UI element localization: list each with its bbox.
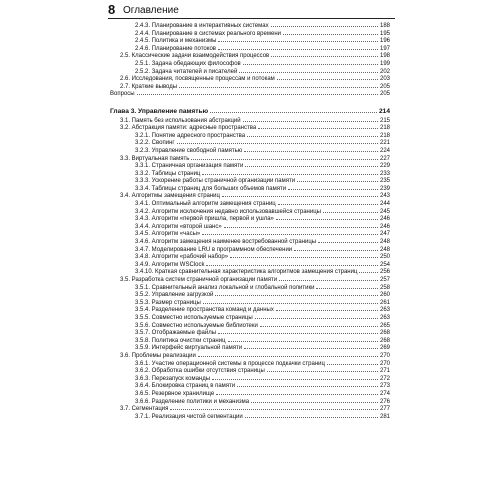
toc-entry-title: 2.7. Краткие выводы [120, 83, 178, 90]
toc-entry-page: 218 [379, 125, 390, 132]
toc-entry-title: 3.4.4. Алгоритм «второй шанс» [135, 223, 222, 230]
toc-entry-title: 3.2.1. Понятие адресного пространства [135, 132, 246, 139]
toc-entry [110, 254, 390, 262]
toc-entry [110, 53, 390, 61]
toc-entry-page: 281 [379, 413, 390, 420]
dot-leader [255, 318, 378, 319]
dot-leader [251, 402, 378, 403]
toc-entry-page: 198 [379, 53, 390, 60]
toc-entry-page: 276 [379, 398, 390, 405]
toc-entry-page: 239 [379, 185, 390, 192]
toc-entry-page: 265 [379, 322, 390, 329]
dot-leader [244, 348, 378, 349]
toc-entry [110, 376, 390, 384]
toc-entry [110, 414, 390, 422]
toc-entry-page: 205 [379, 91, 390, 98]
toc-entry [110, 307, 390, 315]
toc-entry-title: 3.3.1. Страничная организация памяти [135, 163, 244, 170]
dot-leader [271, 26, 378, 27]
toc-entry-page: 248 [379, 239, 390, 246]
toc-entry-page: 196 [379, 38, 390, 45]
toc-entry-title: 3.1. Память без использования абстракций [120, 117, 241, 124]
dot-leader [191, 159, 378, 160]
dot-leader [294, 250, 378, 251]
toc-entry [110, 262, 390, 270]
toc-entry-page: 246 [379, 223, 390, 230]
dot-leader [218, 41, 378, 42]
toc-entry-title: 3.3. Виртуальная память [120, 155, 190, 162]
toc-entry-page: 195 [379, 30, 390, 37]
dot-leader [179, 87, 378, 88]
toc-entry-page: 247 [379, 231, 390, 238]
toc-entry-title: 3.5.9. Интерфейс виртуальной памяти [135, 345, 243, 352]
toc-entry-title: 3.4.5. Алгоритм «часы» [135, 231, 201, 238]
toc-entry [110, 69, 390, 77]
dot-leader [212, 379, 378, 380]
toc-entry-title: 3.3.4. Таблицы страниц для больших объемов памяти [135, 185, 287, 192]
dot-leader [288, 189, 378, 190]
dot-leader [277, 79, 378, 80]
dot-leader [222, 196, 378, 197]
toc-entry-title: Глава 3. Управление памятью [110, 107, 209, 115]
page-header [108, 3, 395, 17]
toc-entry-page: 197 [379, 45, 390, 52]
toc-entry-page: 268 [379, 330, 390, 337]
toc-entry-page: 248 [379, 246, 390, 253]
toc-entry-title: 3.7.1. Реализация чистой сегментации [135, 413, 243, 420]
toc-entry [110, 133, 390, 141]
dot-leader [198, 356, 378, 357]
toc-entry [110, 148, 390, 156]
toc-entry-title: 3.3.3. Ускорение работы страничной организации памяти [135, 178, 296, 185]
toc-entry-page: 270 [379, 360, 390, 367]
toc-entry-title: 3.5.5. Совместно используемые страницы [135, 314, 253, 321]
toc-entry-page: 233 [379, 170, 390, 177]
toc-entry-title: 3.6.3. Перезапуск команды [135, 375, 211, 382]
toc-entry [110, 76, 390, 84]
toc-entry-page: 260 [379, 292, 390, 299]
toc-entry-page: 270 [379, 352, 390, 359]
toc-entry-page: 243 [379, 193, 390, 200]
dot-leader [318, 242, 378, 243]
dot-leader [228, 341, 378, 342]
toc-entry-title: 3.5.6. Совместно используемые библиотеки [135, 322, 258, 329]
toc-entry-page: 268 [379, 337, 390, 344]
toc-entry-title: 3.6.1. Участие операционной системы в процессе подкачки страниц [135, 360, 325, 367]
dot-leader [243, 64, 378, 65]
toc-entry [110, 292, 390, 300]
dot-leader [215, 295, 378, 296]
dot-leader [206, 265, 378, 266]
toc-entry [110, 38, 390, 46]
toc-entry [110, 315, 390, 323]
dot-leader [327, 364, 378, 365]
toc-entry-page: 254 [379, 261, 390, 268]
toc-entry-title: 3.4.3. Алгоритм «первой пришла, первой и ушла» [135, 216, 274, 223]
toc-entry-page: 235 [379, 178, 390, 185]
dot-leader [245, 166, 378, 167]
table-of-contents [110, 23, 390, 421]
toc-entry [110, 186, 390, 194]
dot-leader [230, 257, 378, 258]
dot-leader [297, 181, 378, 182]
toc-entry [110, 399, 390, 407]
toc-entry [110, 125, 390, 133]
dot-leader [243, 121, 378, 122]
dot-leader [216, 394, 378, 395]
toc-entry-title: 2.4.3. Планирование в интерактивных системах [135, 23, 269, 29]
toc-entry-page: 202 [379, 68, 390, 75]
toc-entry-title: 2.4.4. Планирование в системах реального времени [135, 30, 281, 37]
toc-entry-page: 188 [379, 23, 390, 29]
toc-entry-title: 3.2. Абстракция памяти: адресные пространства [120, 125, 257, 132]
toc-entry-title: 3.3.2. Таблицы страниц [135, 170, 201, 177]
toc-entry [110, 31, 390, 39]
page-number: 8 [108, 2, 116, 17]
header-title: Оглавление [123, 5, 179, 16]
toc-entry [110, 224, 390, 232]
dot-leader [323, 212, 378, 213]
toc-entry-title: 3.5.4. Разделение пространства команд и данных [135, 307, 274, 314]
dot-leader [177, 143, 378, 144]
toc-entry-title: 3.5. Разработка систем страничной организации памяти [120, 277, 278, 283]
toc-entry-title: 3.5.2. Управление загрузкой [135, 292, 214, 299]
toc-entry-title: 3.5.1. Сравнительный анализ локальной и глобальной политики [135, 284, 315, 291]
toc-entry-title: 3.4.8. Алгоритм «рабочий набор» [135, 254, 229, 261]
toc-entry-title: 2.4.6. Планирование потоков [135, 45, 216, 52]
toc-entry-page: 245 [379, 208, 390, 215]
toc-entry-title: 3.4.1. Оптимальный алгоритм замещения страниц [135, 201, 276, 208]
toc-entry-page: 205 [379, 83, 390, 90]
dot-leader [258, 128, 378, 129]
dot-leader [224, 227, 378, 228]
toc-entry-page: 215 [379, 117, 390, 124]
toc-entry [110, 84, 390, 92]
toc-entry-title: 3.4.7. Моделирование LRU в программном обеспечении [135, 246, 293, 253]
toc-entry [110, 140, 390, 148]
toc-entry [110, 300, 390, 308]
dot-leader [237, 386, 378, 387]
toc-entry-page: 269 [379, 345, 390, 352]
dot-leader [245, 417, 378, 418]
toc-entry [110, 406, 390, 414]
toc-entry [110, 353, 390, 361]
chapter-entry [110, 108, 390, 116]
toc-entry-title: 3.5.7. Отображаемые файлы [135, 330, 217, 337]
toc-entry-page: 277 [379, 406, 390, 413]
dot-leader [267, 371, 378, 372]
dot-leader [279, 280, 378, 281]
toc-entry-title: 2.4.5. Политика и механизмы [135, 38, 217, 45]
toc-entry-title: 3.7. Сегментация [120, 406, 169, 413]
toc-entry-title: 2.5.1. Задача обедающих философов [135, 60, 241, 67]
toc-entry-page: 221 [379, 140, 390, 147]
toc-entry-title: 3.4. Алгоритмы замещения страниц [120, 193, 220, 200]
dot-leader [247, 136, 378, 137]
toc-entry [110, 23, 390, 31]
toc-entry-page: 246 [379, 216, 390, 223]
dot-leader [218, 333, 378, 334]
toc-entry-title: 3.6.2. Обработка ошибки отсутствия страницы [135, 368, 265, 375]
toc-entry-title: 2.5. Классические задачи взаимодействия процессов [120, 53, 270, 60]
toc-entry-page: 214 [378, 107, 390, 115]
dot-leader [244, 151, 378, 152]
toc-entry-page: 203 [379, 76, 390, 83]
toc-entry [110, 330, 390, 338]
dot-leader [218, 49, 378, 50]
toc-entry [110, 201, 390, 209]
toc-entry [110, 156, 390, 164]
toc-entry-title: 3.5.3. Размер страницы [135, 299, 201, 306]
toc-entry [110, 368, 390, 376]
dot-leader [210, 112, 377, 113]
toc-entry [110, 61, 390, 69]
toc-entry-page: 229 [379, 163, 390, 170]
toc-entry-title: 3.4.6. Алгоритм замещения наименее востребованной страницы [135, 239, 317, 246]
toc-entry-title: Вопросы [110, 91, 135, 98]
toc-entry [110, 178, 390, 186]
toc-entry-page: 272 [379, 375, 390, 382]
toc-entry-title: 3.6. Проблемы реализации [120, 352, 196, 359]
toc-entry-title: 2.5.2. Задача читателей и писателей [135, 68, 238, 75]
toc-entry-page: 244 [379, 201, 390, 208]
toc-entry-title: 3.4.9. Алгоритм WSClock [135, 261, 205, 268]
toc-entry [110, 163, 390, 171]
toc-entry-page: 250 [379, 254, 390, 261]
toc-entry [110, 193, 390, 201]
toc-entry-title: 3.2.2. Свопинг [135, 140, 175, 147]
dot-leader [137, 94, 378, 95]
toc-entry-title: 3.5.8. Политика очистки страниц [135, 337, 226, 344]
toc-entry [110, 345, 390, 353]
toc-entry-page: 227 [379, 155, 390, 162]
toc-entry-page: 263 [379, 314, 390, 321]
dot-leader [278, 204, 378, 205]
dot-leader [316, 288, 378, 289]
toc-entry-page: 257 [379, 277, 390, 283]
toc-entry-title: 3.4.10. Краткая сравнительная характеристика алгоритмов замещения страниц [135, 269, 358, 276]
dot-leader [276, 219, 378, 220]
toc-entry-page: 274 [379, 390, 390, 397]
dot-leader [202, 174, 378, 175]
toc-entry-page: 261 [379, 299, 390, 306]
toc-entry-title: 3.6.6. Разделение политики и механизма [135, 398, 250, 405]
header-rule [108, 18, 395, 19]
toc-entry-title: 3.6.5. Резервное хранилище [135, 390, 215, 397]
toc-entry [110, 239, 390, 247]
dot-leader [170, 409, 378, 410]
toc-entry [110, 91, 390, 99]
toc-entry [110, 231, 390, 239]
toc-entry-title: 3.4.2. Алгоритм исключения недавно использовавшейся страницы [135, 208, 321, 215]
dot-leader [283, 34, 378, 35]
toc-entry [110, 361, 390, 369]
dot-leader [359, 272, 378, 273]
toc-entry-page: 224 [379, 147, 390, 154]
dot-leader [260, 326, 378, 327]
toc-entry-title: 3.2.3. Управление свободной памятью [135, 147, 243, 154]
toc-entry [110, 391, 390, 399]
toc-entry-page: 199 [379, 60, 390, 67]
toc-entry [110, 269, 390, 277]
dot-leader [239, 72, 378, 73]
toc-entry-page: 258 [379, 284, 390, 291]
dot-leader [203, 303, 378, 304]
toc-entry [110, 383, 390, 391]
toc-entry-page: 271 [379, 368, 390, 375]
dot-leader [276, 310, 378, 311]
toc-entry [110, 277, 390, 285]
toc-entry-page: 263 [379, 307, 390, 314]
toc-entry-title: 3.6.4. Блокировка страниц в памяти [135, 383, 236, 390]
toc-entry-page: 256 [379, 269, 390, 276]
toc-entry-page: 273 [379, 383, 390, 390]
dot-leader [202, 234, 378, 235]
toc-entry-page: 218 [379, 132, 390, 139]
dot-leader [271, 56, 378, 57]
toc-entry-title: 2.6. Исследования, посвященные процессам и потокам [120, 76, 275, 83]
toc-entry [110, 216, 390, 224]
toc-entry [110, 118, 390, 126]
